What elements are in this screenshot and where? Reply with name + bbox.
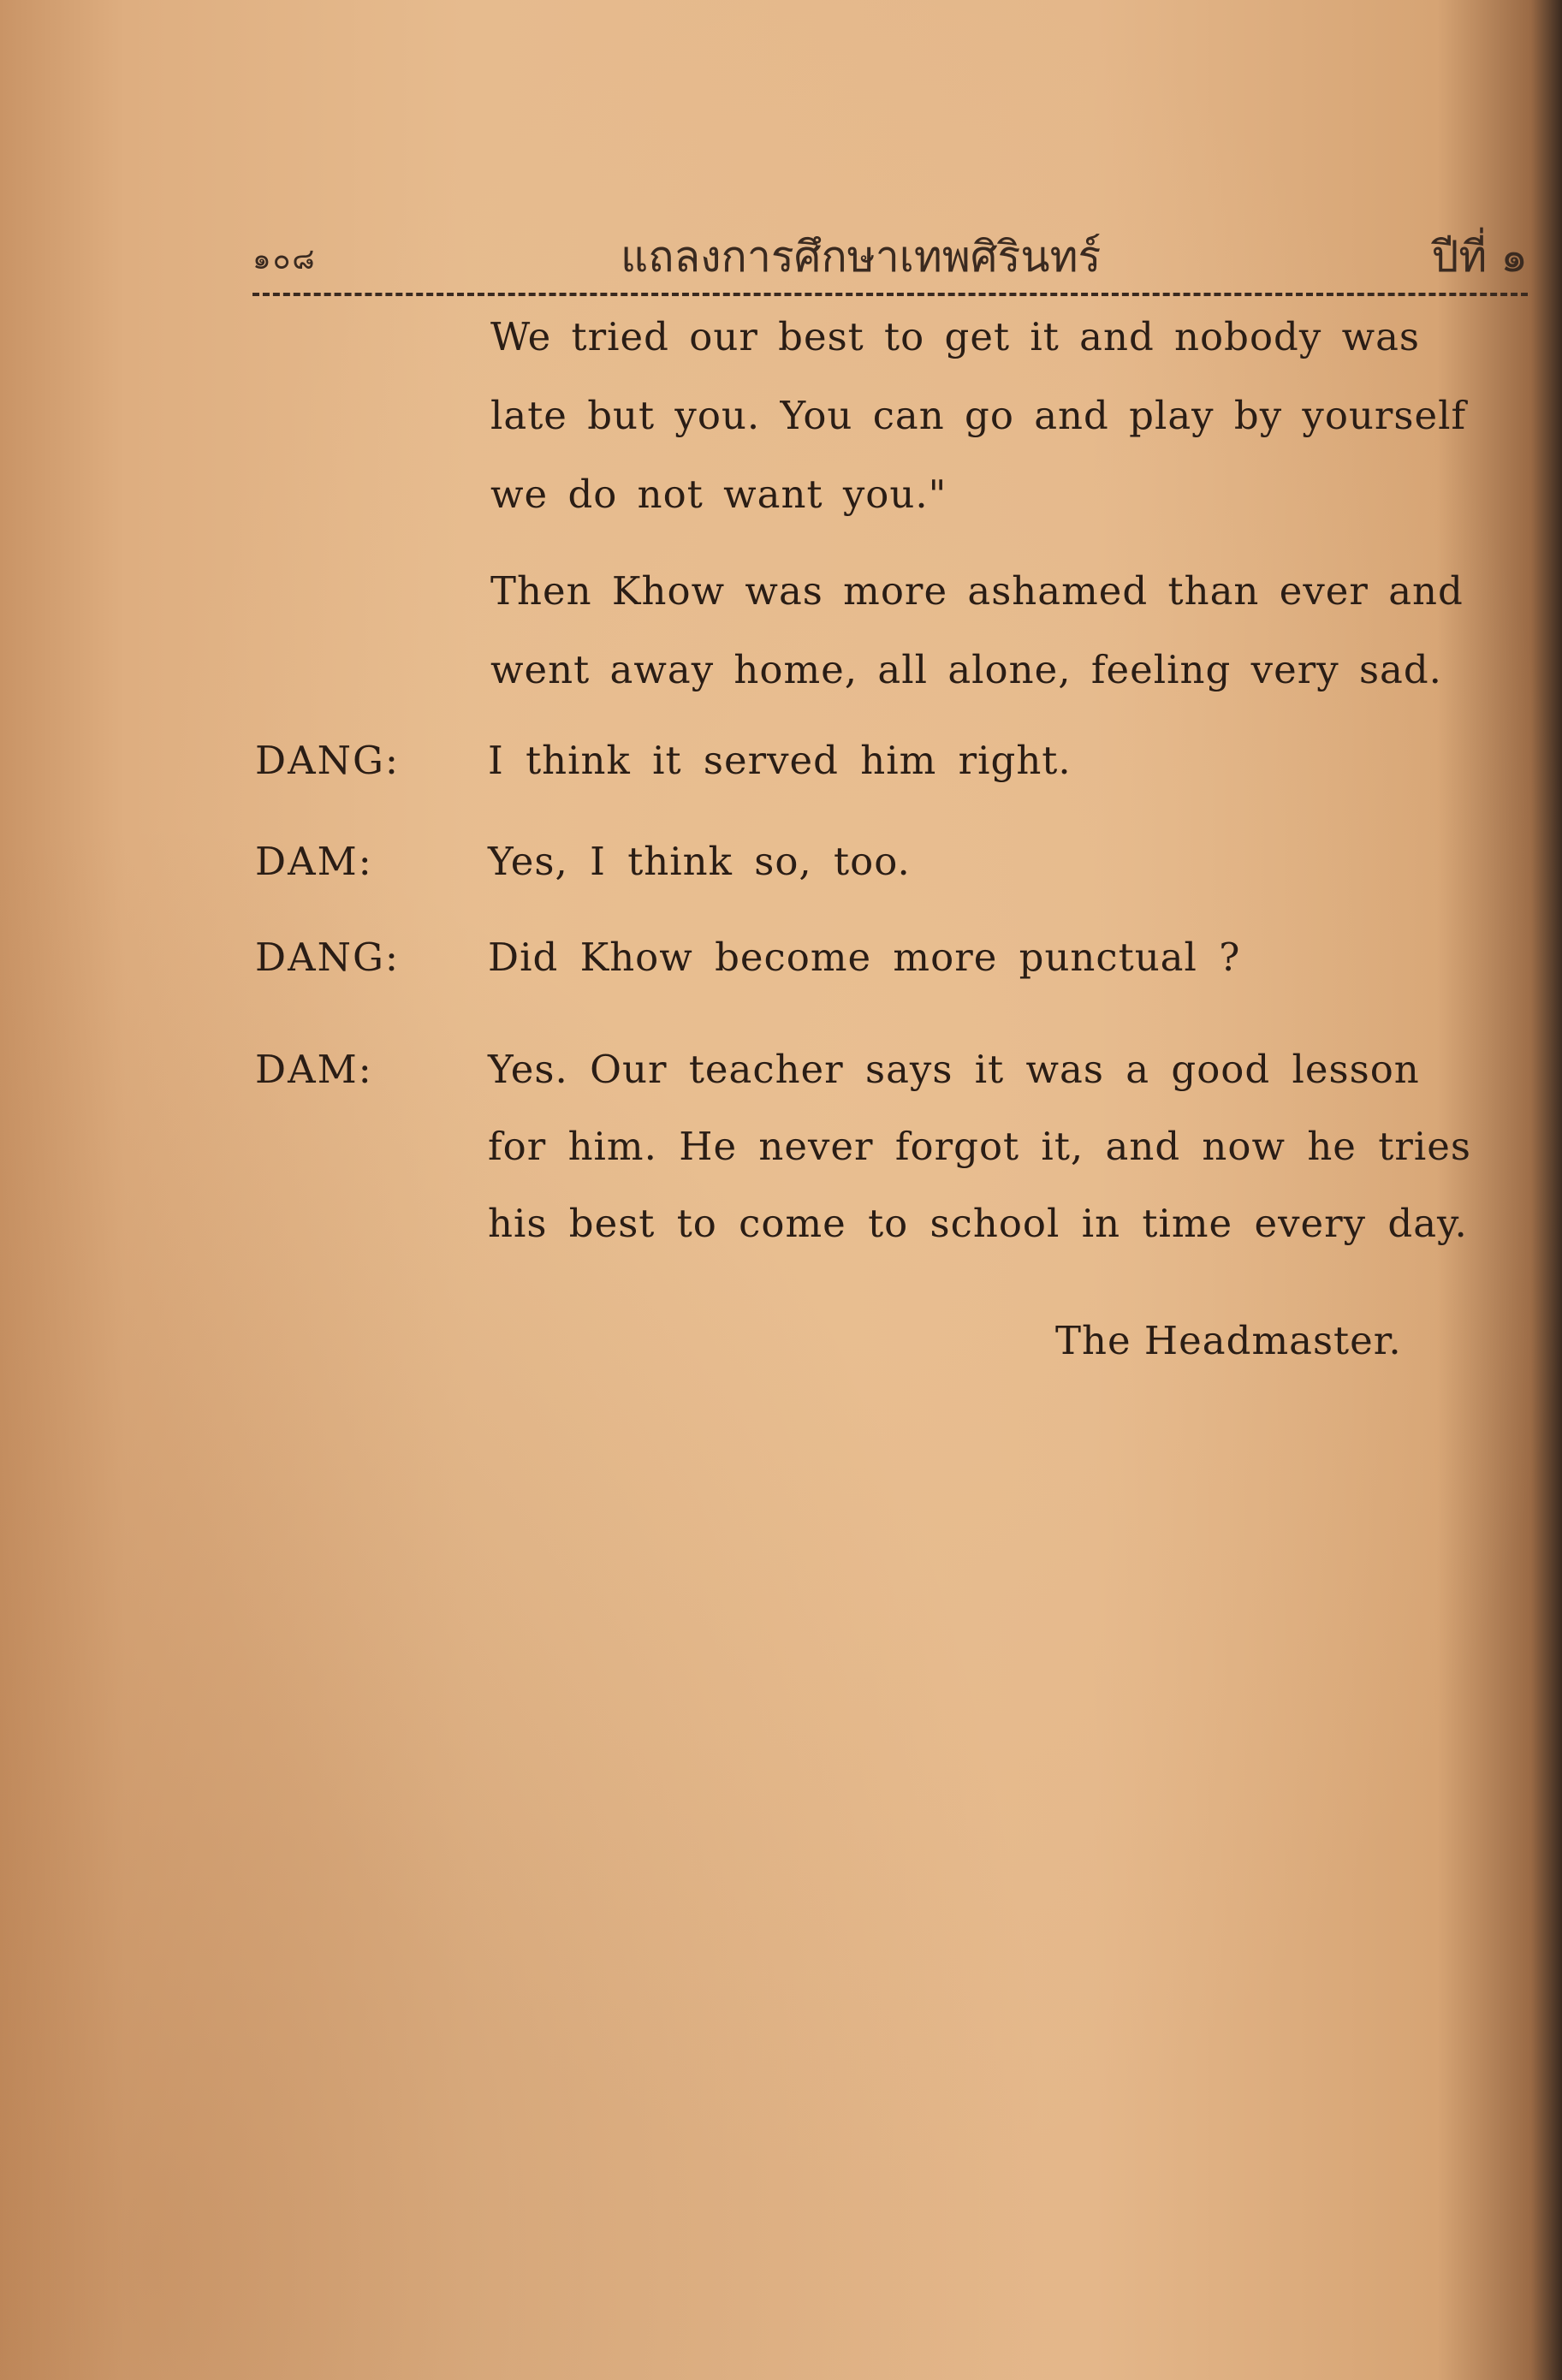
speaker-label: DAM: bbox=[255, 839, 373, 884]
dialogue-line: his best to come to school in time every day. bbox=[488, 1201, 1468, 1246]
header-divider bbox=[252, 293, 1528, 296]
dialogue-line: Yes. Our teacher says it was a good lesson bbox=[488, 1047, 1420, 1092]
speaker-label: DANG: bbox=[255, 738, 401, 783]
speaker-label: DANG: bbox=[255, 935, 401, 980]
dialogue-line: Yes, I think so, too. bbox=[488, 839, 911, 884]
dialogue-lines bbox=[488, 1031, 1471, 1262]
narration-paragraph-2 bbox=[490, 552, 1464, 709]
journal-title: แถลงการศึกษาเทพศิรินทร์ bbox=[621, 232, 1102, 282]
dialogue-line: Did Khow become more punctual ? bbox=[488, 935, 1241, 980]
page-number: ๑๐๘ bbox=[252, 242, 317, 276]
text-line: we do not want you." bbox=[490, 472, 947, 517]
narration-paragraph-1 bbox=[490, 298, 1466, 534]
text-line: We tried our best to get it and nobody was bbox=[490, 314, 1421, 359]
dialogue-line: for him. He never forgot it, and now he tries bbox=[488, 1124, 1471, 1169]
page-header bbox=[252, 218, 1528, 282]
text-line: Then Khow was more ashamed than ever and bbox=[490, 568, 1464, 614]
signature: The Headmaster. bbox=[1055, 1318, 1402, 1363]
dialogue-line: I think it served him right. bbox=[488, 738, 1072, 783]
speaker-label: DAM: bbox=[255, 1047, 373, 1092]
text-line: went away home, all alone, feeling very sad. bbox=[490, 647, 1442, 692]
text-line: late but you. You can go and play by yourself bbox=[490, 393, 1467, 438]
issue-label: ปีที่ ๑ bbox=[1431, 232, 1528, 282]
